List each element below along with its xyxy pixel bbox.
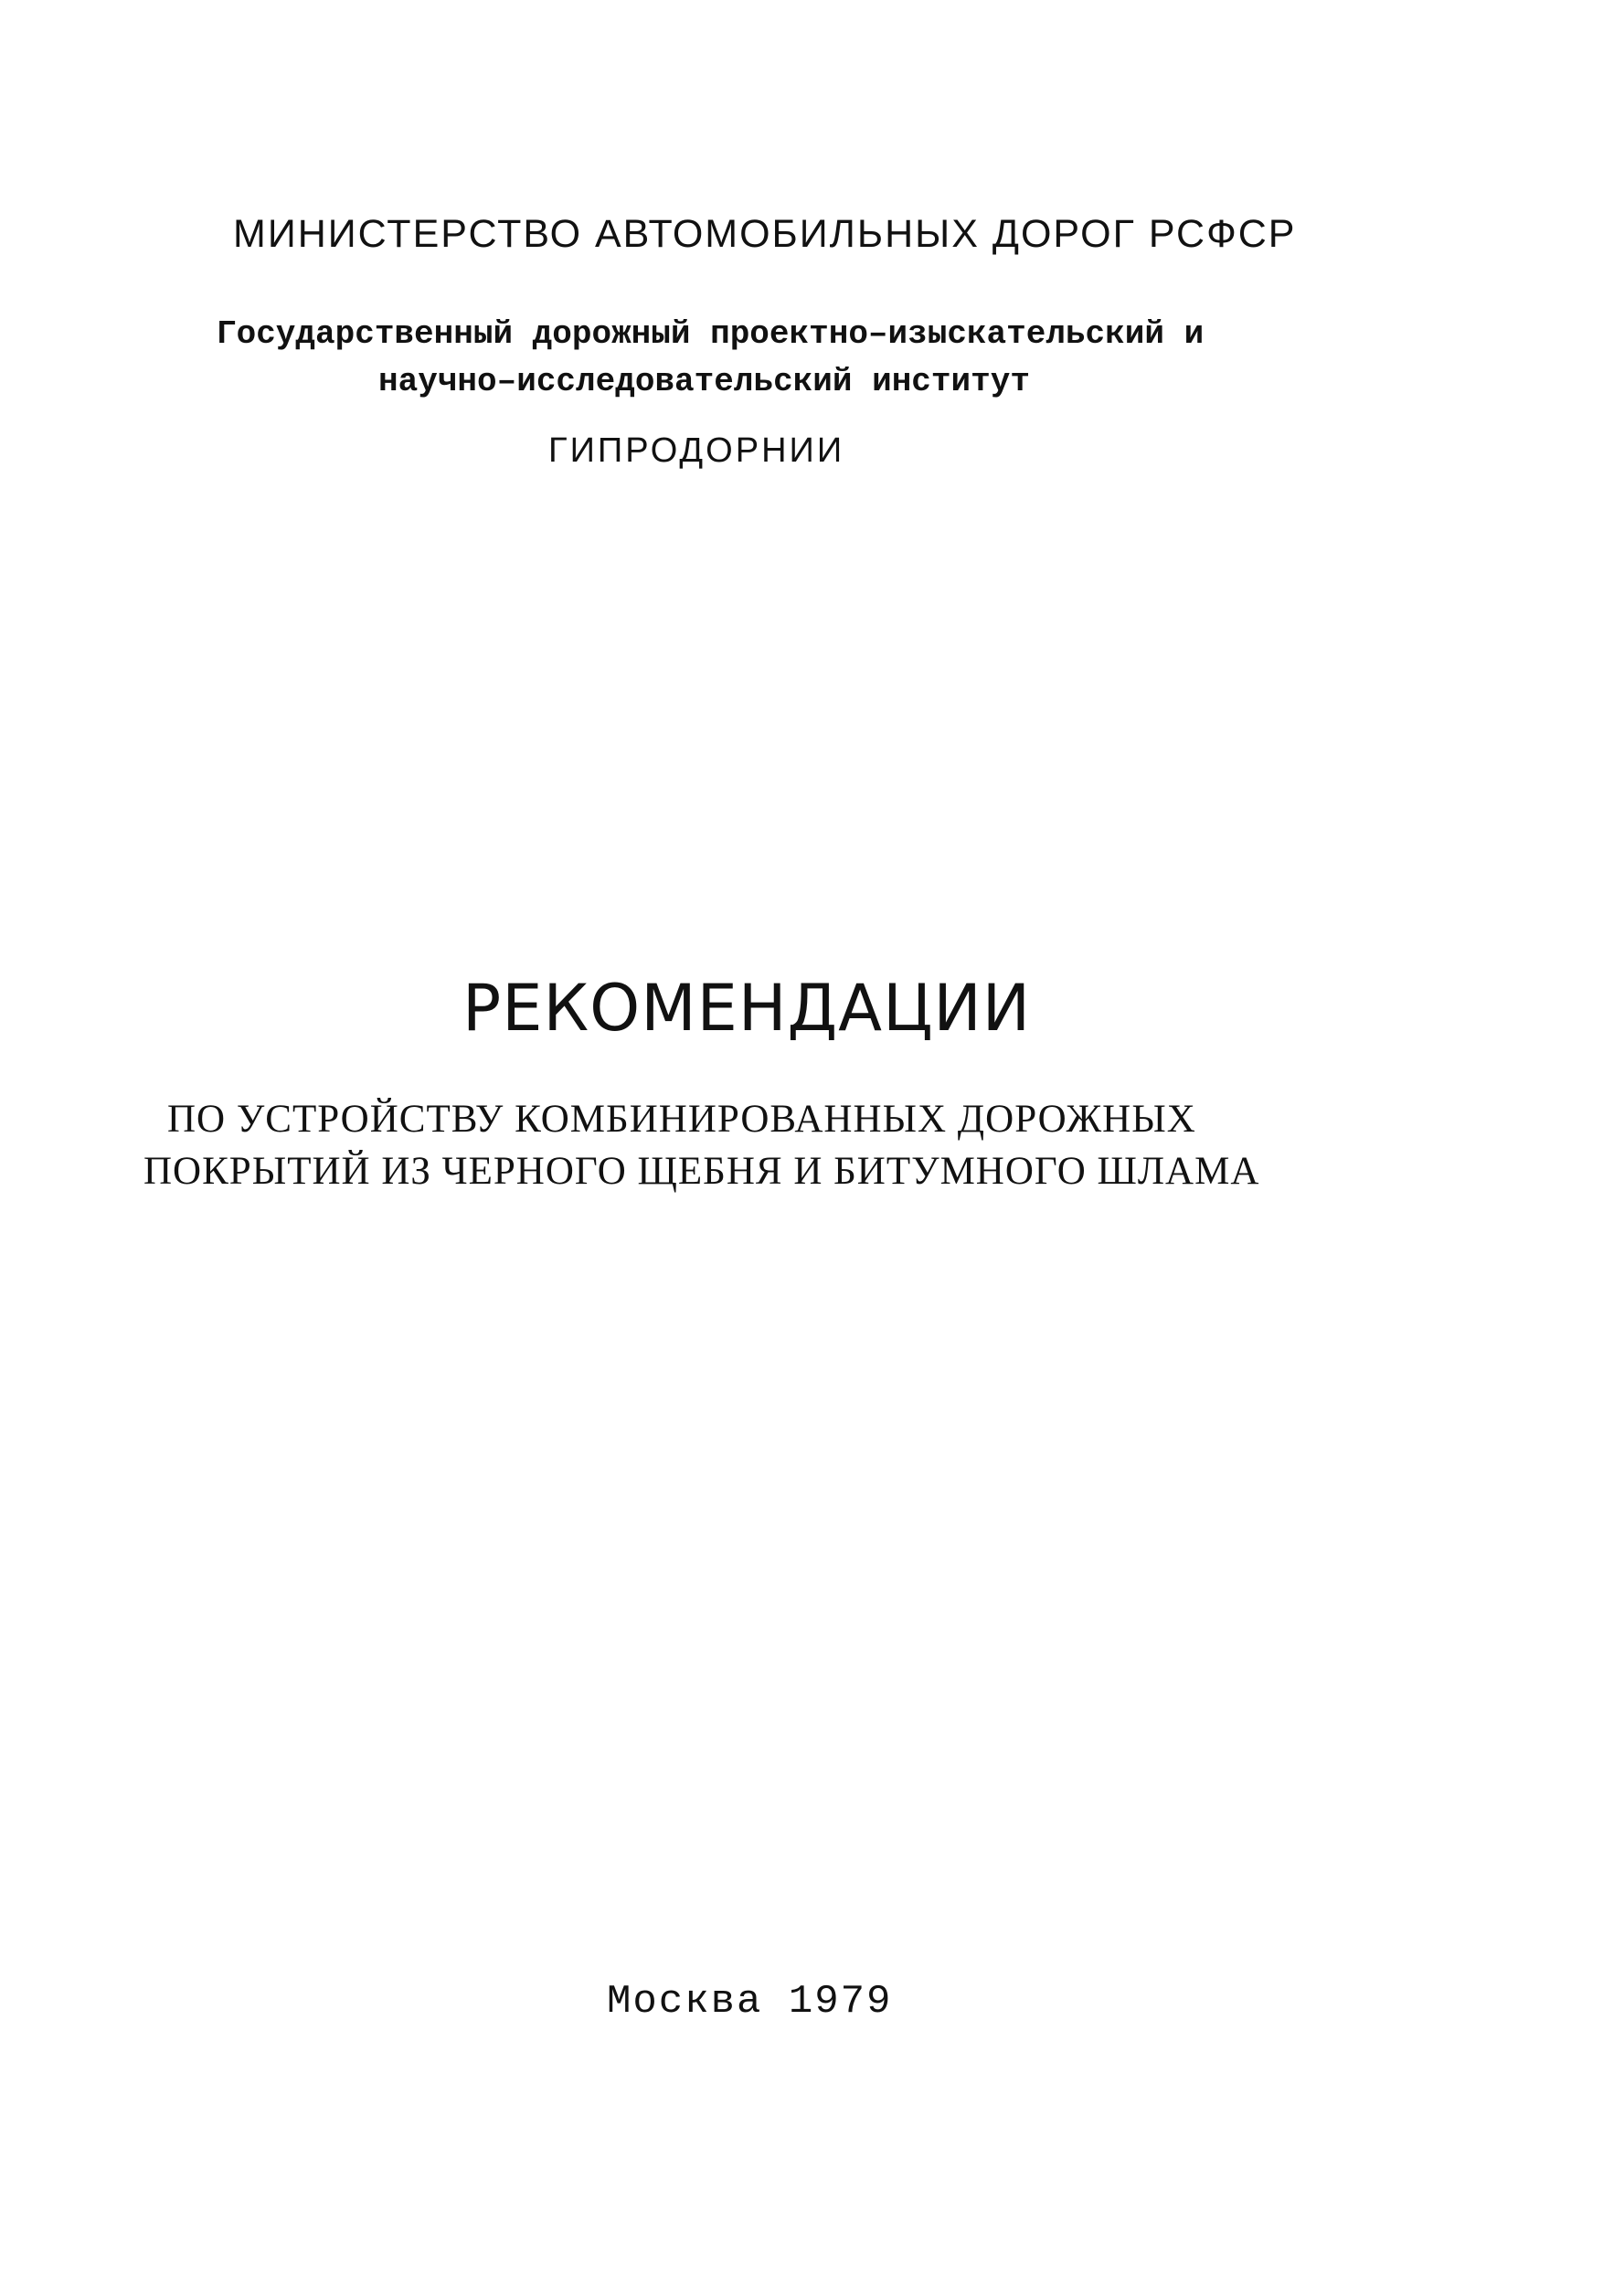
institute-abbreviation: ГИПРОДОРНИИ (548, 431, 845, 470)
institute-name-line-1: Государственный дорожный проектно–изыскательский и (217, 315, 1205, 353)
document-subtitle-line-1: ПО УСТРОЙСТВУ КОМБИНИРОВАННЫХ ДОРОЖНЫХ (167, 1098, 1196, 1141)
document-title: РЕКОМЕНДАЦИИ (462, 971, 1032, 1046)
document-subtitle-line-2: ПОКРЫТИЙ ИЗ ЧЕРНОГО ЩЕБНЯ И БИТУМНОГО ШЛАМА (143, 1150, 1260, 1193)
institute-name-line-2: научно–исследовательский институт (378, 363, 1030, 400)
publication-place-year: Москва 1979 (607, 1979, 893, 2025)
ministry-name: МИНИСТЕРСТВО АВТОМОБИЛЬНЫХ ДОРОГ РСФСР (233, 212, 1297, 256)
